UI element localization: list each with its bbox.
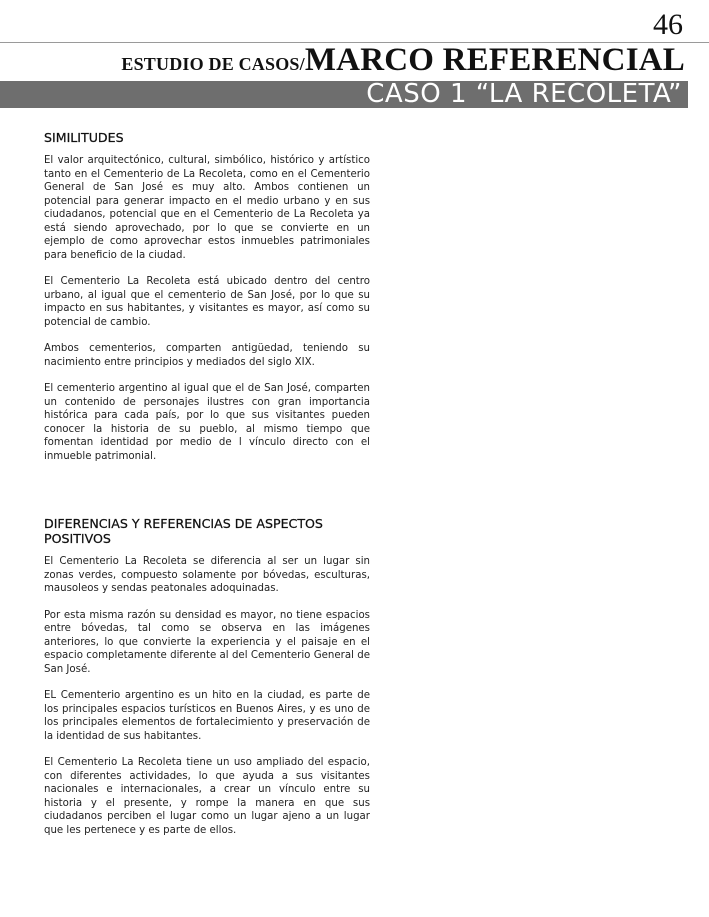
paragraph: EL Cementerio argentino es un hito en la ciudad, es parte de los principales espacios turísticos en Buenos Aires, y es uno de los principales elementos de fortalecimiento y preservación de la identidad de sus habitantes. (44, 690, 370, 742)
paragraph: El cementerio argentino al igual que el de San José, comparten un contenido de personajes ilustres con gran importancia histórica para cada país, por lo que sus visitantes pueden conocer la historia de su pueblo, al mismo tiempo que fomentan identidad por medio de l vínculo directo con el inmueble patrimonial. (44, 383, 370, 462)
section-title: SIMILITUDES (44, 130, 124, 145)
heading-section-label: ESTUDIO DE CASOS/ (121, 54, 305, 74)
section-diferencias (44, 516, 370, 837)
document-heading (121, 44, 685, 77)
case-banner-title: CASO 1 “LA RECOLETA” (366, 79, 682, 109)
paragraph: El Cementerio La Recoleta se diferencia al ser un lugar sin zonas verdes, compuesto solamente por bóvedas, esculturas, mausoleos y sendas peatonales adoquinadas. (44, 556, 370, 594)
section-similitudes (44, 130, 370, 463)
paragraph: Por esta misma razón su densidad es mayor, no tiene espacios entre bóvedas, tal como se observa en las imágenes anteriores, lo que convierte la experiencia y el paisaje en el espacio completamente diferente al del Cementerio General de San José. (44, 609, 370, 675)
page-number: 46 (653, 8, 683, 41)
case-banner (0, 81, 688, 108)
paragraph: El valor arquitectónico, cultural, simbólico, histórico y artístico tanto en el Cementerio de La Recoleta, como en el Cementerio General de San José es muy alto. Ambos contienen un potencial para generar impacto en el medio urbano y en sus ciudadanos, potencial que en el Cementerio de La Recoleta ya está siendo aprovechado, por lo que se convierte en un ejemplo de como aprovechar estos inmuebles patrimoniales para beneficio de la ciudad. (44, 155, 370, 261)
paragraph: El Cementerio La Recoleta tiene un uso ampliado del espacio, con diferentes actividades, lo que ayuda a sus visitantes nacionales e internacionales, a crear un vínculo entre su historia y el presente, y rompe la manera en que sus ciudadanos perciben el lugar como un lugar ajeno a un lugar que les pertenece y es parte de ellos. (44, 757, 370, 836)
heading-main-title: MARCO REFERENCIAL (304, 42, 685, 78)
main-content (44, 130, 370, 850)
section-title: DIFERENCIAS Y REFERENCIAS DE ASPECTOS POSITIVOS (44, 516, 323, 546)
section-spacer (44, 476, 370, 516)
paragraph: El Cementerio La Recoleta está ubicado dentro del centro urbano, al igual que el cementerio de San José, por lo que su impacto en sus habitantes, y visitantes es mayor, así como su potencial de cambio. (44, 276, 370, 328)
paragraph: Ambos cementerios, comparten antigüedad, teniendo su nacimiento entre principios y mediados del siglo XIX. (44, 343, 370, 368)
